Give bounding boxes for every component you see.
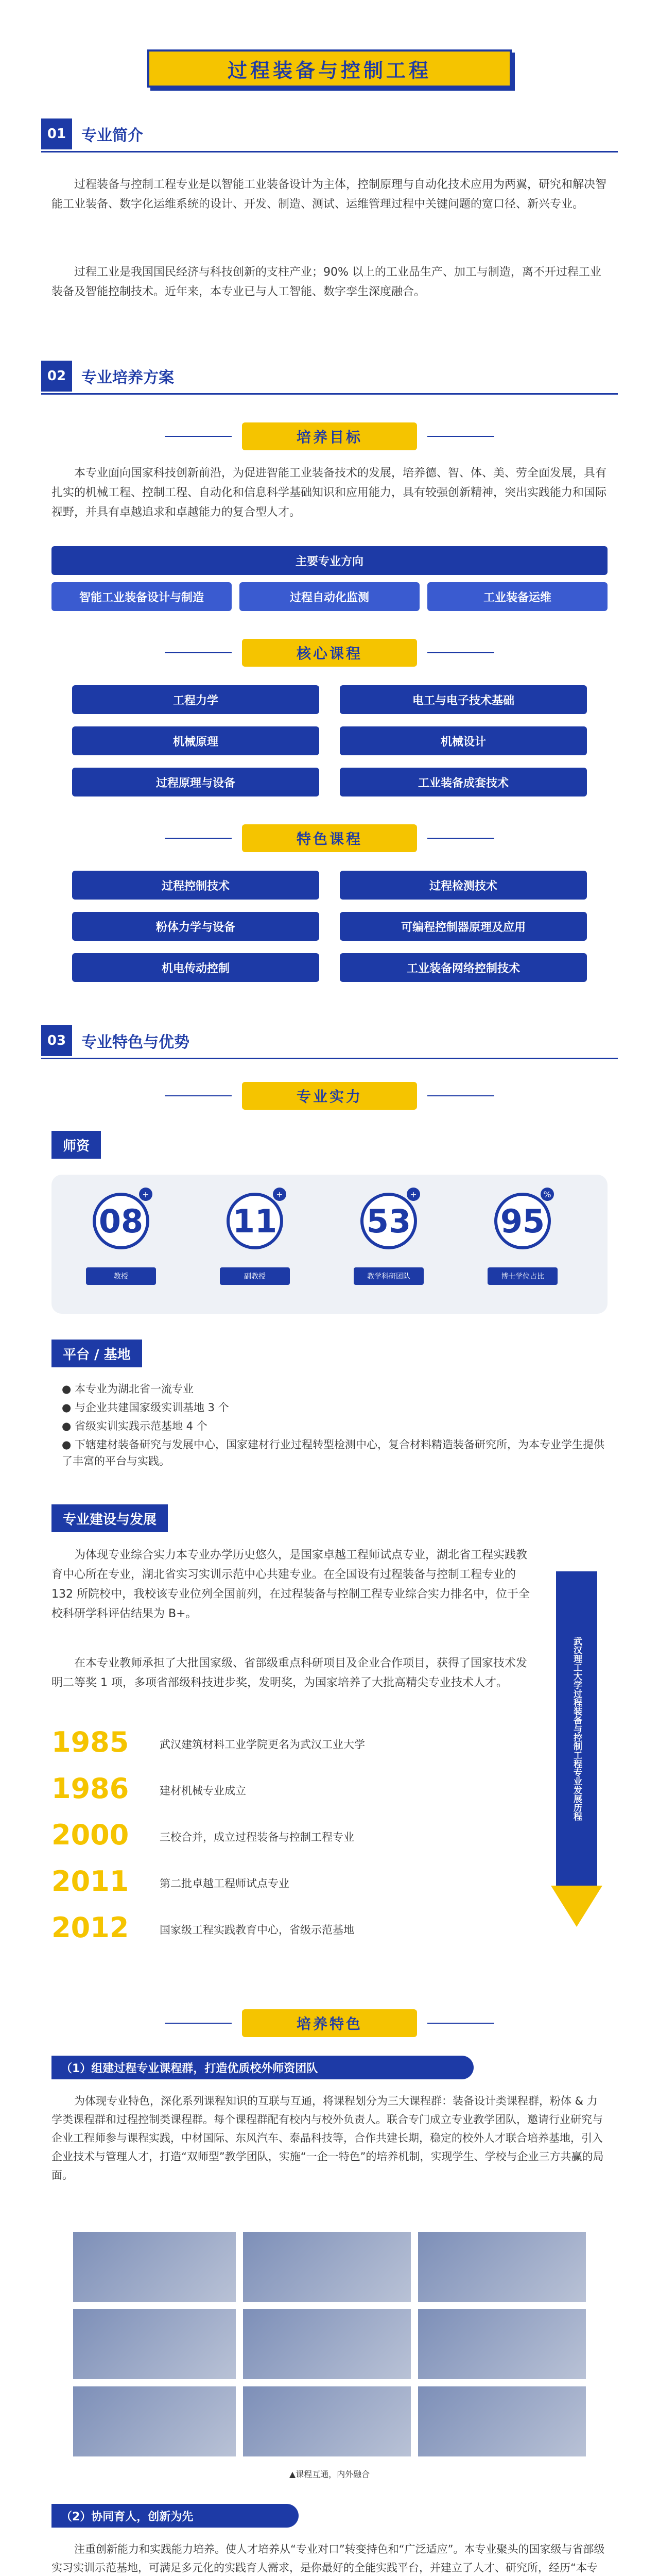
timeline-text: 国家级工程实践教育中心，省级示范基地 [160,1924,354,1936]
faculty-label: 师资 [51,1131,101,1159]
stat-label: 博士学位占比 [488,1267,558,1285]
feature-course: 过程控制技术 [72,871,319,900]
photo [72,2231,237,2303]
direction-3: 工业装备运维 [427,582,608,611]
badge-icon: % [541,1188,554,1201]
badge-icon: + [407,1188,420,1201]
feature-course-title: 特色课程 [242,824,417,852]
intro-paragraph-2: 过程工业是我国国民经济与科技创新的支柱产业；90% 以上的工业品生产、加工与制造，离不开过程工业装备及智能控制技术。近年来，本专业已与人工智能、数字孪生深度融合。 [51,266,601,298]
feature-course: 工业装备网络控制技术 [340,953,587,982]
photo [417,2385,587,2458]
timeline-text: 建材机械专业成立 [160,1785,246,1797]
stat-value: 08 [93,1193,149,1249]
section-label: 专业培养方案 [81,369,174,387]
strength-title: 专业实力 [242,1082,417,1110]
photo [417,2231,587,2303]
timeline-year: 2012 [51,1911,129,1944]
core-course: 机械设计 [340,726,587,755]
arrow-down-icon [551,1886,602,1927]
photo [72,2385,237,2458]
goal-paragraph: 本专业面向国家科技创新前沿，为促进智能工业装备技术的发展，培养德、智、体、美、劳全面发展，具有扎实的机械工程、控制工程、自动化和信息科学基础知识和应用能力，具有较强创新精神，突出实践能力和国际视野，并具有卓越追求和卓越能力的复合型人才。 [51,467,607,519]
feature-course: 可编程控制器原理及应用 [340,912,587,941]
timeline-text: 三校合并，成立过程装备与控制工程专业 [160,1831,354,1843]
core-title: 核心课程 [242,639,417,667]
feature-course: 机电传动控制 [72,953,319,982]
section-label: 专业特色与优势 [81,1033,189,1052]
feature-course: 粉体力学与设备 [72,912,319,941]
stat-value: 11 [227,1193,283,1249]
direction-2: 过程自动化监测 [239,582,420,611]
photo [72,2308,237,2380]
core-course: 工程力学 [72,685,319,714]
feature-2-text: 注重创新能力和实践能力培养。使人才培养从“专业对口”转变持色和“广泛适应”。本专业聚头的国家级与省部级实习实训示范基地，可满足多元化的实践育人需求，是你最好的全能实践平台，并建立了人才、研究所，经历“本专 [51,2543,605,2574]
direction-1: 智能工业装备设计与制造 [51,582,232,611]
stat-value: 95 [494,1193,551,1249]
timeline-year: 1985 [51,1726,129,1758]
timeline-year: 2011 [51,1865,129,1897]
stat-label: 教学科研团队 [354,1267,424,1285]
badge-icon: + [273,1188,286,1201]
timeline-arrow: 武汉理工大学过程装备与控制工程专业发展历程 [556,1571,597,1886]
photo [242,2231,412,2303]
feature-1-caption: ▲课程互通，内外融合 [289,2469,370,2479]
build-label: 专业建设与发展 [51,1504,168,1532]
goal-title: 培养目标 [242,422,417,450]
section-header-strength [41,1025,618,1056]
photo [242,2308,412,2380]
photo [242,2385,412,2458]
platform-item: ● 下辖建材装备研究与发展中心，国家建材行业过程转型检测中心，复合材料精造装备研究所，为本专业学生提供了丰富的平台与实践。 [62,1438,604,1467]
core-course: 工业装备成套技术 [340,768,587,796]
feature-2-title: （2）协同育人，创新为先 [51,2504,299,2528]
section-number: 01 [41,118,72,149]
feature-course: 过程检测技术 [340,871,587,900]
timeline-year: 2000 [51,1819,129,1851]
photo [417,2308,587,2380]
build-paragraph-2: 在本专业教师承担了大批国家级、省部级重点科研项目及企业合作项目，获得了国家技术发明二等奖 1 项，多项省部级科技进步奖，发明奖，为国家培养了大批高精尖专业技术人才。 [51,1657,528,1689]
page-title: 过程装备与控制工程 [147,49,512,88]
timeline-year: 1986 [51,1772,129,1805]
platform-label: 平台 / 基地 [51,1340,142,1367]
feature-1-title: （1）组建过程专业课程群，打造优质校外师资团队 [51,2056,474,2079]
core-course: 电工与电子技术基础 [340,685,587,714]
platform-item: ● 本专业为湖北省一流专业 [62,1383,194,1395]
platform-item: ● 省级实训实践示范基地 4 个 [62,1420,207,1432]
features-title: 培养特色 [242,2009,417,2037]
section-label: 专业简介 [81,127,143,145]
timeline-text: 第二批卓越工程师试点专业 [160,1877,289,1890]
intro-paragraph-1: 过程装备与控制工程专业是以智能工业装备设计为主体，控制原理与自动化技术应用为两翼，研究和解决智能工业装备、数字化运维系统的设计、开发、制造、测试、运维管理过程中关键问题的宽口径、新兴专业。 [51,178,607,211]
stat-label: 副教授 [220,1267,290,1285]
badge-icon: + [139,1188,152,1201]
stat-value: 53 [360,1193,417,1249]
section-header-training [41,361,618,392]
section-number: 02 [41,361,72,392]
timeline-text: 武汉建筑材料工业学院更名为武汉工业大学 [160,1738,365,1751]
feature-1-text: 为体现专业特色，深化系列课程知识的互联与互通，将课程划分为三大课程群：装备设计类课程群，粉体 & 力学类课程群和过程控制类课程群。每个课程群配有校内与校外负责人。联合专门成立专业教学团队，邀请行业研究与企业工程师参与课程实践，中材国际、东风汽车、泰晶科技等，合作共建长期，稳定的校外人才联合培养基地，引入企业技术与管理人才，打造“双师型”教学团队，实施“一企一特色”的培养机制，实现学生、学校与企业三方共赢的局面。 [51,2095,604,2181]
direction-title: 主要专业方向 [51,546,608,575]
stat-label: 教授 [86,1267,156,1285]
section-number: 03 [41,1025,72,1056]
platform-item: ● 与企业共建国家级实训基地 3 个 [62,1401,229,1414]
build-paragraph-1: 为体现专业综合实力本专业办学历史悠久，是国家卓越工程师试点专业，湖北省工程实践教育中心所在专业，湖北省实习实训示范中心共建专业。在全国设有过程装备与控制工程专业的 132 所院校中，我校该专业位列全国前列，在过程装备与控制工程专业综合实力排名中，位于全校科研学科评估结果为 B+。 [51,1549,530,1620]
core-course: 机械原理 [72,726,319,755]
core-course: 过程原理与设备 [72,768,319,796]
section-header-intro [41,118,618,149]
